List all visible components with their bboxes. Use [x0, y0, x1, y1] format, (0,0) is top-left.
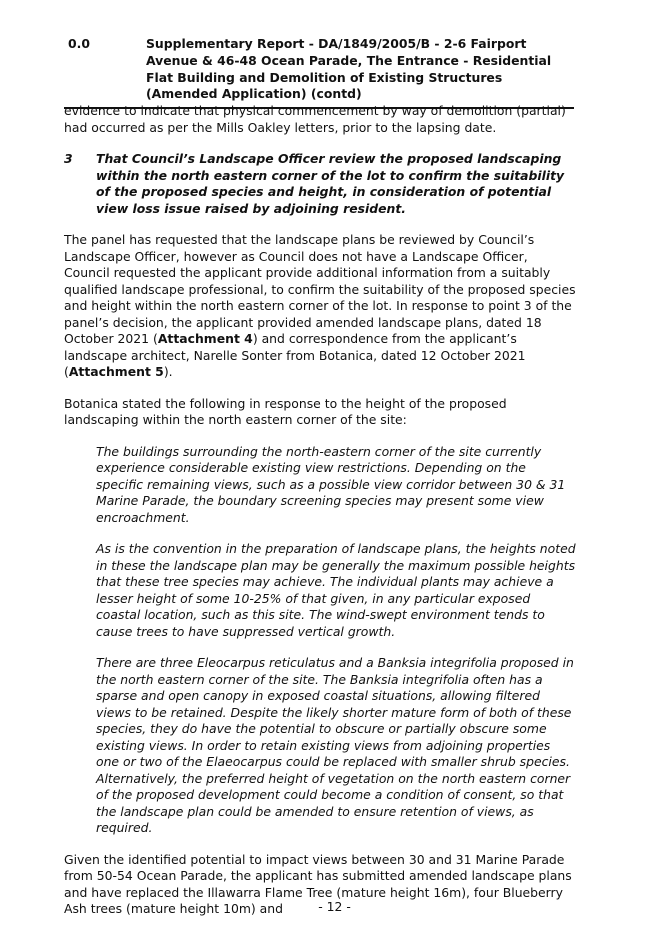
botanica-quote-1: The buildings surrounding the north-eastern corner of the site currently experience considerable existing view restrictions. Depending on the specific remaining views, such as a possible view corridor between 30 & 31 Marine Parade, the boundary screening species may present some view encroachment.	[96, 443, 566, 525]
section-number: 0.0	[68, 36, 90, 51]
report-body	[64, 103, 576, 933]
botanica-intro-paragraph: Botanica stated the following in response to the height of the proposed landscaping within the north eastern corner of the site:	[64, 395, 507, 427]
response-text-3: ).	[163, 364, 173, 379]
report-header	[64, 36, 574, 109]
botanica-quote-3: There are three Eleocarpus reticulatus and a Banksia integrifolia proposed in the north eastern corner of the site. The Banksia integrifolia often has a sparse and open canopy in exposed coastal situations, allowing filtered views to be retained. Despite the likely shorter mature form of both of these species, they do have the potential to obscure or partially obscure some existing views. In order to retain existing views from adjoining properties one or two of the Elaeocarpus could be replaced with smaller shrub species. Alternatively, the preferred height of vegetation on the north eastern corner of the proposed development could become a condition of consent, so that the landscape plan could be amended to ensure retention of views, as required.	[96, 655, 574, 835]
item-heading	[64, 151, 576, 217]
response-paragraph	[64, 232, 576, 381]
botanica-quote-2: As is the convention in the preparation of landscape plans, the heights noted in these the landscape plan may be generally the maximum possible heights that these tree species may achieve. The individual plants may achieve a lesser height of some 10-25% of that given, in any particular exposed coastal location, such as this site. The wind-swept environment tends to cause trees to have suppressed vertical growth.	[96, 541, 576, 639]
attachment-4-ref: Attachment 4	[157, 331, 253, 346]
report-title: Supplementary Report - DA/1849/2005/B - 2-6 Fairport Avenue & 46-48 Ocean Parade, The Entrance - Residential Flat Building and Demolition of Existing Structures (Amended Application) (contd)	[146, 36, 552, 102]
item-heading-text: That Council’s Landscape Officer review the proposed landscaping within the north eastern corner of the lot to confirm the suitability of the proposed species and height, in consideration of potential view loss issue raised by adjoining resident.	[96, 151, 565, 216]
intro-paragraph: evidence to indicate that physical commencement by way of demolition (partial) had occurred as per the Mills Oakley letters, prior to the lapsing date.	[64, 103, 566, 135]
item-number: 3	[64, 151, 73, 166]
attachment-5-ref: Attachment 5	[68, 364, 164, 379]
page-number: - 12 -	[318, 899, 351, 914]
conclusion-paragraph: Given the identified potential to impact views between 30 and 31 Marine Parade from 50-54 Ocean Parade, the applicant has submitted amended landscape plans and have replaced the Illawarra Flame Tree (mature height 16m), four Blueberry Ash trees (mature height 10m) and	[64, 851, 572, 916]
response-text-2: ) and correspondence from the applicant’s landscape architect, Narelle Sonter from Botanica, dated 12 October 2021 (	[64, 331, 526, 379]
response-text-1: The panel has requested that the landscape plans be reviewed by Council’s Landscape Officer, however as Council does not have a Landscape Officer, Council requested the applicant provide additional information from a suitably qualified landscape professional, to confirm the suitability of the proposed species and height within the north eastern corner of the lot. In response to point 3 of the panel’s decision, the applicant provided amended landscape plans, dated 18 October 2021 (	[64, 232, 576, 346]
